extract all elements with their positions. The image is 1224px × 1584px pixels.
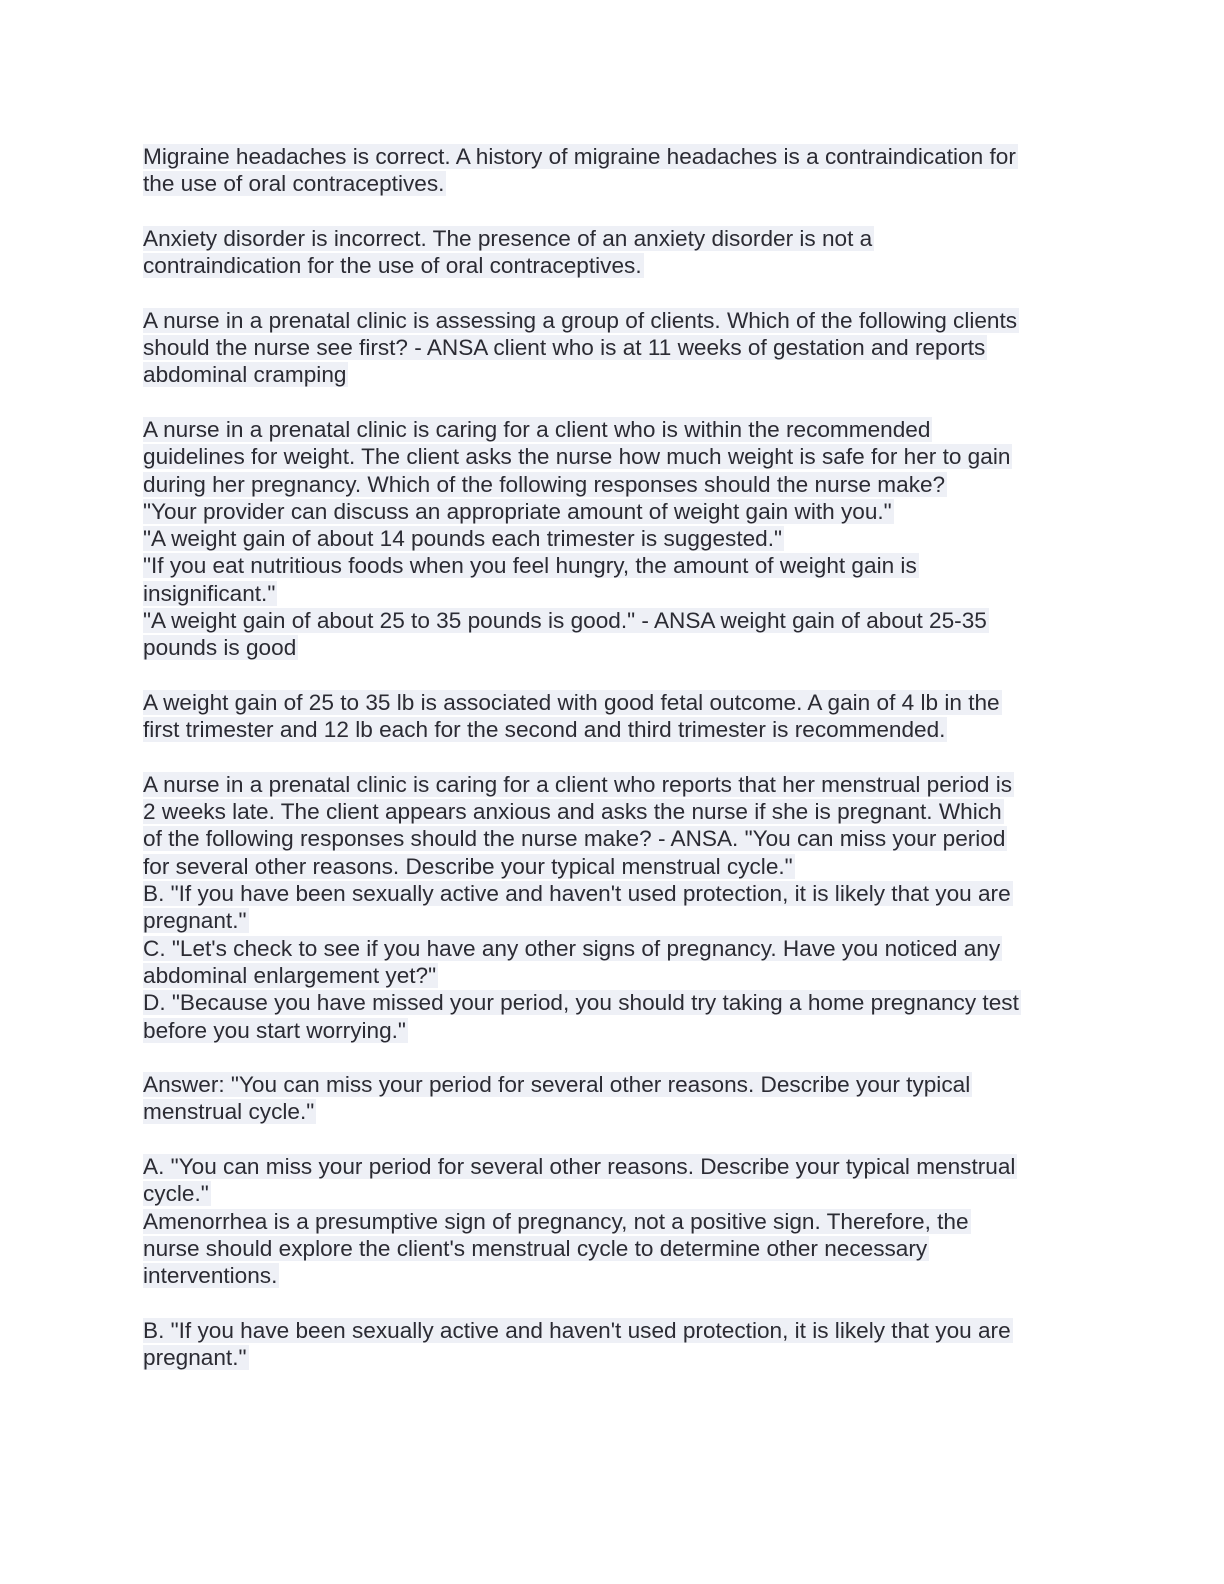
text-line: abdominal enlargement yet?" bbox=[143, 962, 437, 988]
text-line: B. "If you have been sexually active and haven't used protection, it is likely that you are bbox=[143, 881, 1011, 907]
text-line: pounds is good bbox=[143, 635, 297, 661]
paragraph-anxiety-answer bbox=[143, 225, 1083, 280]
text-line: Amenorrhea is a presumptive sign of pregnancy, not a positive sign. Therefore, the bbox=[143, 1208, 969, 1234]
text-line: A. "You can miss your period for several other reasons. Describe your typical menstrual bbox=[143, 1153, 1016, 1179]
text-line: during her pregnancy. Which of the following responses should the nurse make? bbox=[143, 471, 946, 497]
text-line: the use of oral contraceptives. bbox=[143, 171, 445, 197]
text-line: A nurse in a prenatal clinic is caring for a client who is within the recommended bbox=[143, 416, 931, 442]
document-body bbox=[143, 143, 1083, 1399]
text-line: pregnant." bbox=[143, 1345, 247, 1371]
text-line: 2 weeks late. The client appears anxious and asks the nurse if she is pregnant. Which bbox=[143, 799, 1002, 825]
text-line: insignificant." bbox=[143, 580, 276, 606]
text-line: first trimester and 12 lb each for the second and third trimester is recommended. bbox=[143, 717, 946, 743]
text-line: "A weight gain of about 25 to 35 pounds is good." - ANSA weight gain of about 25-35 bbox=[143, 608, 987, 634]
text-line: of the following responses should the nurse make? - ANSA. "You can miss your period bbox=[143, 826, 1006, 852]
text-line: Answer: "You can miss your period for several other reasons. Describe your typical bbox=[143, 1072, 971, 1098]
text-line: before you start worrying." bbox=[143, 1017, 406, 1043]
text-line: A nurse in a prenatal clinic is assessing a group of clients. Which of the following clients bbox=[143, 307, 1018, 333]
paragraph-question-late-period bbox=[143, 771, 1083, 1044]
text-line: B. "If you have been sexually active and haven't used protection, it is likely that you are bbox=[143, 1317, 1011, 1343]
text-line: "A weight gain of about 14 pounds each trimester is suggested." bbox=[143, 526, 783, 552]
paragraph-option-b bbox=[143, 1317, 1083, 1372]
text-line: should the nurse see first? - ANSA client who is at 11 weeks of gestation and reports bbox=[143, 335, 986, 361]
text-line: pregnant." bbox=[143, 908, 247, 934]
text-line: C. "Let's check to see if you have any other signs of pregnancy. Have you noticed any bbox=[143, 935, 1001, 961]
text-line: nurse should explore the client's menstrual cycle to determine other necessary bbox=[143, 1235, 928, 1261]
text-line: A weight gain of 25 to 35 lb is associated with good fetal outcome. A gain of 4 lb in the bbox=[143, 689, 1000, 715]
text-line: A nurse in a prenatal clinic is caring for a client who reports that her menstrual period is bbox=[143, 771, 1013, 797]
paragraph-option-a-rationale bbox=[143, 1153, 1083, 1289]
text-line: cycle." bbox=[143, 1181, 209, 1207]
text-line: for several other reasons. Describe your typical menstrual cycle." bbox=[143, 853, 793, 879]
paragraph-late-period-answer bbox=[143, 1071, 1083, 1126]
text-line: contraindication for the use of oral contraceptives. bbox=[143, 253, 642, 279]
text-line: interventions. bbox=[143, 1263, 278, 1289]
paragraph-question-weight-gain bbox=[143, 416, 1083, 662]
text-line: abdominal cramping bbox=[143, 362, 347, 388]
text-line: D. "Because you have missed your period, you should try taking a home pregnancy test bbox=[143, 990, 1019, 1016]
text-line: guidelines for weight. The client asks the nurse how much weight is safe for her to gain bbox=[143, 444, 1011, 470]
text-line: Anxiety disorder is incorrect. The presence of an anxiety disorder is not a bbox=[143, 225, 873, 251]
text-line: "If you eat nutritious foods when you feel hungry, the amount of weight gain is bbox=[143, 553, 917, 579]
text-line: menstrual cycle." bbox=[143, 1099, 315, 1125]
text-line: "Your provider can discuss an appropriate amount of weight gain with you." bbox=[143, 498, 892, 524]
text-line: Migraine headaches is correct. A history of migraine headaches is a contraindication for bbox=[143, 144, 1016, 169]
paragraph-question-see-first bbox=[143, 307, 1083, 389]
paragraph-weight-gain-rationale bbox=[143, 689, 1083, 744]
paragraph-migraine-answer bbox=[143, 143, 1083, 198]
